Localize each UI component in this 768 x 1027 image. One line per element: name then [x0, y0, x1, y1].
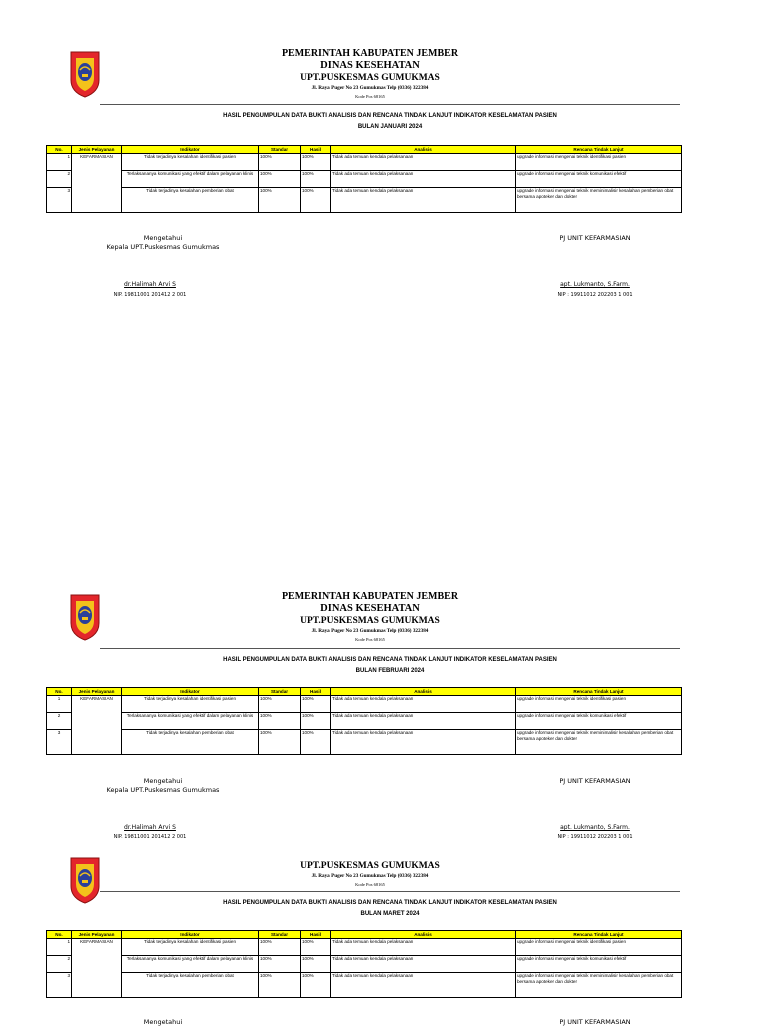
pj-name: apt. Lukmanto, S.Farm.	[560, 824, 630, 831]
row-no: 2	[47, 171, 72, 188]
col-no: No.	[47, 931, 72, 939]
col-indicator: Indikator	[122, 931, 259, 939]
jember-regency-emblem	[68, 593, 102, 641]
letterhead-govt: PEMERINTAH KABUPATEN JEMBER	[281, 591, 459, 602]
col-service: Jenis Pelayanan	[72, 931, 122, 939]
letterhead-address: Jl. Raya Puger No 23 Gumukmas Telp (0336) 322384	[311, 85, 429, 91]
col-followup: Rencana Tindak Lanjut	[516, 146, 682, 154]
letterhead	[250, 860, 490, 888]
row-result: 100%	[301, 154, 331, 171]
row-standard: 100%	[259, 939, 301, 956]
acknowledge-label: Mengetahui	[143, 777, 183, 785]
col-standard: Standar	[259, 931, 301, 939]
table-row	[47, 713, 682, 730]
row-followup: upgrade informasi mengenai teknik komunikasi efektif	[516, 956, 682, 973]
col-analysis: Analisis	[331, 688, 516, 696]
report-month: BULAN FEBRUARI 2024	[355, 668, 425, 674]
col-result: Hasil	[301, 688, 331, 696]
row-result: 100%	[301, 171, 331, 188]
row-followup: upgrade informasi mengenai teknik meminimalisir kesalahan pemberian obat bersama apoteker dan dokter	[516, 973, 682, 998]
row-standard: 100%	[259, 956, 301, 973]
row-followup: upgrade informasi mengenai teknik komunikasi efektif	[516, 171, 682, 188]
row-analysis: Tidak ada temuan kendala pelaksanaan	[331, 713, 516, 730]
row-standard: 100%	[259, 188, 301, 213]
report-title	[120, 898, 660, 920]
row-followup: upgrade informasi mengenai teknik meminimalisir kesalahan pemberian obat bersama apoteker dan dokter	[516, 730, 682, 755]
letterhead-upt: UPT.PUSKESMAS GUMUKMAS	[300, 861, 440, 871]
table-row	[47, 939, 682, 956]
letterhead-divider	[100, 891, 680, 892]
col-standard: Standar	[259, 146, 301, 154]
row-no: 1	[47, 696, 72, 713]
service-cell: KEFARMASIAN	[72, 696, 122, 755]
report-title-text: HASIL PENGUMPULAN DATA BUKTI ANALISIS DAN RENCANA TINDAK LANJUT INDIKATOR KESELAMATAN PASIEN	[223, 113, 557, 119]
letterhead-address: Jl. Raya Puger No 23 Gumukmas Telp (0336) 322384	[311, 873, 429, 879]
pj-title-partial: PJ UNIT KEFARMASIAN	[559, 1018, 631, 1026]
letterhead-dinas: DINAS KESEHATAN	[320, 603, 420, 614]
acknowledge-label: Mengetahui	[143, 234, 183, 242]
report-month: BULAN MARET 2024	[360, 911, 420, 917]
jember-regency-emblem	[68, 856, 102, 904]
table-row	[47, 171, 682, 188]
col-standard: Standar	[259, 688, 301, 696]
report-title-text: HASIL PENGUMPULAN DATA BUKTI ANALISIS DAN RENCANA TINDAK LANJUT INDIKATOR KESELAMATAN PASIEN	[223, 657, 557, 663]
row-no: 2	[47, 956, 72, 973]
col-analysis: Analisis	[331, 931, 516, 939]
service-cell: KEFARMASIAN	[72, 154, 122, 213]
acknowledge-block	[88, 777, 238, 795]
row-standard: 100%	[259, 171, 301, 188]
row-analysis: Tidak ada temuan kendala pelaksanaan	[331, 188, 516, 213]
row-analysis: Tidak ada temuan kendala pelaksanaan	[331, 154, 516, 171]
row-result: 100%	[301, 713, 331, 730]
letterhead-postal: Kode Pos 68165	[355, 882, 385, 887]
col-result: Hasil	[301, 146, 331, 154]
row-standard: 100%	[259, 730, 301, 755]
row-standard: 100%	[259, 154, 301, 171]
acknowledge-label-partial: Mengetahui	[143, 1018, 183, 1026]
row-followup: upgrade informasi mengenai teknik identifikasi pasien	[516, 154, 682, 171]
letterhead	[250, 48, 490, 100]
row-followup: upgrade informasi mengenai teknik identifikasi pasien	[516, 939, 682, 956]
row-no: 1	[47, 939, 72, 956]
row-indicator: Tidak terjadinya kesalahan identifikasi pasien	[122, 939, 259, 956]
letterhead-upt: UPT.PUSKESMAS GUMUKMAS	[300, 73, 440, 83]
row-indicator: Tidak terjadinya kesalahan pemberian obat	[122, 973, 259, 998]
head-nip: NIP. 19811001 201412 2 001	[113, 834, 187, 840]
letterhead-upt: UPT.PUSKESMAS GUMUKMAS	[300, 616, 440, 626]
table-row	[47, 154, 682, 171]
pj-title: PJ UNIT KEFARMASIAN	[559, 234, 631, 242]
table-header-row	[47, 146, 682, 154]
col-no: No.	[47, 146, 72, 154]
row-indicator: Terlaksananya komunikasi yang efektif dalam pelayanan klinis	[122, 713, 259, 730]
col-service: Jenis Pelayanan	[72, 146, 122, 154]
indicator-table	[46, 930, 682, 998]
col-service: Jenis Pelayanan	[72, 688, 122, 696]
row-indicator: Tidak terjadinya kesalahan identifikasi pasien	[122, 696, 259, 713]
letterhead-postal: Kode Pos 68165	[355, 637, 385, 642]
letterhead-divider	[100, 648, 680, 649]
row-standard: 100%	[259, 696, 301, 713]
col-followup: Rencana Tindak Lanjut	[516, 931, 682, 939]
row-result: 100%	[301, 188, 331, 213]
head-name: dr.Halimah Arvi S	[124, 824, 176, 831]
row-result: 100%	[301, 939, 331, 956]
letterhead-dinas: DINAS KESEHATAN	[320, 60, 420, 71]
letterhead	[250, 591, 490, 643]
row-indicator: Tidak terjadinya kesalahan pemberian obat	[122, 730, 259, 755]
row-analysis: Tidak ada temuan kendala pelaksanaan	[331, 171, 516, 188]
row-analysis: Tidak ada temuan kendala pelaksanaan	[331, 730, 516, 755]
acknowledge-block	[88, 234, 238, 252]
row-analysis: Tidak ada temuan kendala pelaksanaan	[331, 939, 516, 956]
row-indicator: Tidak terjadinya kesalahan identifikasi pasien	[122, 154, 259, 171]
table-row	[47, 956, 682, 973]
row-indicator: Terlaksananya komunikasi yang efektif dalam pelayanan klinis	[122, 171, 259, 188]
row-result: 100%	[301, 730, 331, 755]
row-followup: upgrade informasi mengenai teknik komunikasi efektif	[516, 713, 682, 730]
col-indicator: Indikator	[122, 688, 259, 696]
jember-regency-emblem	[68, 50, 102, 98]
row-no: 3	[47, 730, 72, 755]
table-row	[47, 188, 682, 213]
service-cell: KEFARMASIAN	[72, 939, 122, 998]
row-analysis: Tidak ada temuan kendala pelaksanaan	[331, 956, 516, 973]
report-title	[120, 111, 660, 133]
row-followup: upgrade informasi mengenai teknik meminimalisir kesalahan pemberian obat bersama apoteker dan dokter	[516, 188, 682, 213]
table-row	[47, 730, 682, 755]
row-result: 100%	[301, 956, 331, 973]
pj-name: apt. Lukmanto, S.Farm.	[560, 281, 630, 288]
report-month: BULAN JANUARI 2024	[357, 124, 423, 130]
letterhead-address: Jl. Raya Puger No 23 Gumukmas Telp (0336) 322384	[311, 628, 429, 634]
col-analysis: Analisis	[331, 146, 516, 154]
letterhead-govt: PEMERINTAH KABUPATEN JEMBER	[281, 48, 459, 59]
row-standard: 100%	[259, 713, 301, 730]
indicator-table	[46, 145, 682, 213]
row-no: 2	[47, 713, 72, 730]
row-no: 1	[47, 154, 72, 171]
col-indicator: Indikator	[122, 146, 259, 154]
row-result: 100%	[301, 696, 331, 713]
row-followup: upgrade informasi mengenai teknik identifikasi pasien	[516, 696, 682, 713]
col-no: No.	[47, 688, 72, 696]
row-indicator: Tidak terjadinya kesalahan pemberian obat	[122, 188, 259, 213]
indicator-table	[46, 687, 682, 755]
row-analysis: Tidak ada temuan kendala pelaksanaan	[331, 696, 516, 713]
pj-nip: NIP : 19911012 202203 1 001	[557, 834, 633, 840]
col-followup: Rencana Tindak Lanjut	[516, 688, 682, 696]
pj-title: PJ UNIT KEFARMASIAN	[559, 777, 631, 785]
row-standard: 100%	[259, 973, 301, 998]
head-nip: NIP. 19811001 201412 2 001	[113, 292, 187, 298]
table-row	[47, 696, 682, 713]
table-header-row	[47, 688, 682, 696]
letterhead-divider	[100, 104, 680, 105]
pj-nip: NIP : 19911012 202203 1 001	[557, 292, 633, 298]
row-no: 3	[47, 973, 72, 998]
head-title: Kepala UPT.Puskesmas Gumukmas	[106, 786, 220, 794]
table-row	[47, 973, 682, 998]
row-indicator: Terlaksananya komunikasi yang efektif dalam pelayanan klinis	[122, 956, 259, 973]
col-result: Hasil	[301, 931, 331, 939]
head-name: dr.Halimah Arvi S	[124, 281, 176, 288]
letterhead-postal: Kode Pos 68165	[355, 94, 385, 99]
table-header-row	[47, 931, 682, 939]
row-result: 100%	[301, 973, 331, 998]
report-title	[120, 655, 660, 677]
report-title-text: HASIL PENGUMPULAN DATA BUKTI ANALISIS DAN RENCANA TINDAK LANJUT INDIKATOR KESELAMATAN PASIEN	[223, 900, 557, 906]
row-analysis: Tidak ada temuan kendala pelaksanaan	[331, 973, 516, 998]
row-no: 3	[47, 188, 72, 213]
head-title: Kepala UPT.Puskesmas Gumukmas	[106, 243, 220, 251]
